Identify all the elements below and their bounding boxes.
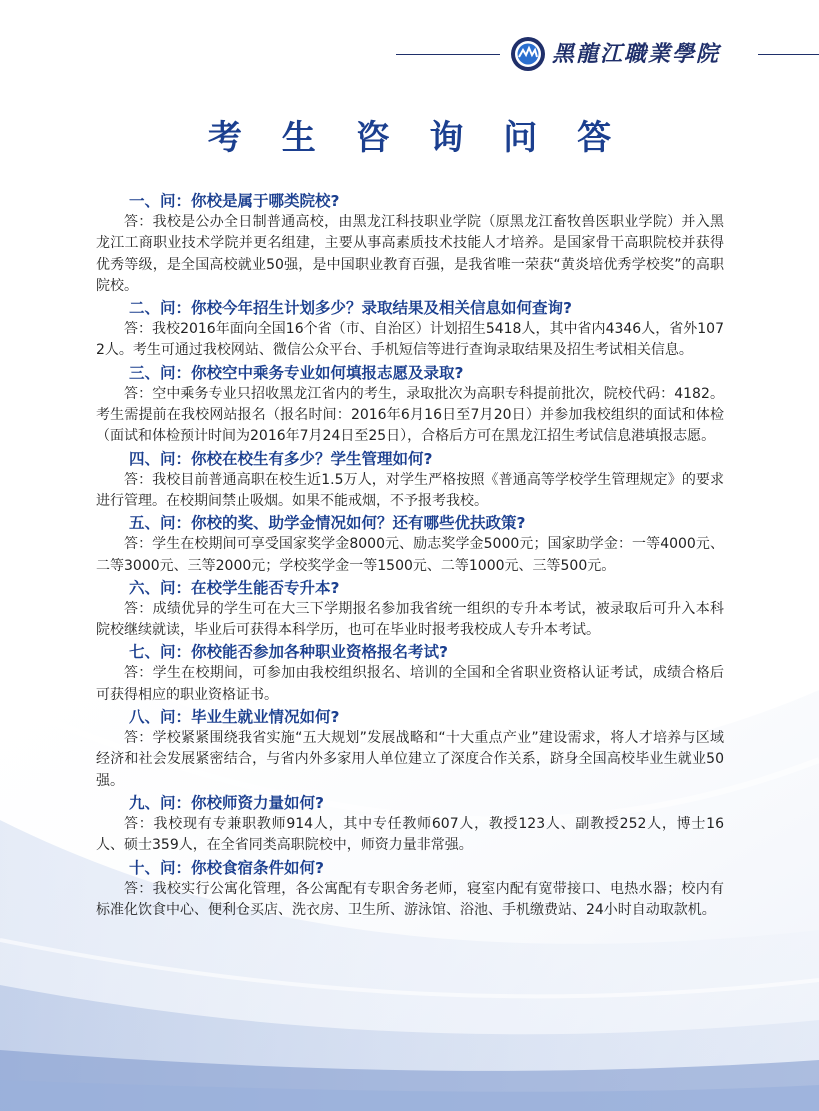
qa-item-6: [96, 577, 724, 642]
question-9: 九、问：你校师资力量如何?: [129, 793, 324, 812]
qa-item-3: [96, 362, 724, 448]
question-8: 八、问：毕业生就业情况如何?: [129, 708, 340, 727]
qa-item-2: [96, 297, 724, 362]
question-10: 十、问：你校食宿条件如何?: [129, 858, 324, 877]
qa-item-5: [96, 512, 724, 577]
school-name: 黑龍江職業學院: [552, 41, 721, 67]
qa-item-9: [96, 792, 724, 857]
answer-3: 答：空中乘务专业只招收黑龙江省内的考生，录取批次为高职专科提前批次，院校代码：4182。考生需提前在我校网站报名（报名时间：2016年6月16日至7月20日）并参加我校组织的面试和体检（面试和体检预计时间为2016年7月24日至25日），合格后方可在黑龙江招生考试信息港填报志愿。: [96, 385, 724, 445]
qa-item-10: [96, 857, 724, 922]
question-7: 七、问：你校能否参加各种职业资格报名考试?: [129, 643, 448, 662]
qa-item-4: [96, 448, 724, 513]
question-1: 一、问：你校是属于哪类院校?: [129, 192, 340, 210]
question-4: 四、问：你校在校生有多少？学生管理如何?: [129, 449, 433, 468]
answer-4: 答：我校目前普通高职在校生近1.5万人，对学生严格按照《普通高等学校学生管理规定》的要求进行管理。在校期间禁止吸烟。如果不能戒烟，不予报考我校。: [96, 471, 724, 509]
answer-6: 答：成绩优异的学生可在大三下学期报名参加我省统一组织的专升本考试，被录取后可升入本科院校继续就读，毕业后可获得本科学历，也可在毕业时报考我校成人专升本考试。: [96, 600, 724, 639]
qa-item-1: [96, 190, 724, 297]
question-6: 六、问：在校学生能否专升本?: [129, 578, 340, 597]
answer-10: 答：我校实行公寓化管理，各公寓配有专职舍务老师，寝室内配有宽带接口、电热水器；校内有标准化饮食中心、便利仓买店、洗衣房、卫生所、游泳馆、浴池、手机缴费站、24小时自动取款机。: [96, 880, 724, 918]
question-5: 五、问：你校的奖、助学金情况如何？还有哪些优扶政策?: [129, 514, 526, 533]
qa-list: [96, 190, 724, 921]
answer-8: 答：学校紧紧围绕我省实施“五大规划”发展战略和“十大重点产业”建设需求，将人才培养与区域经济和社会发展紧密结合，与省内外多家用人单位建立了深度合作关系，跻身全国高校毕业生就业50强。: [96, 730, 724, 789]
qa-item-8: [96, 706, 724, 792]
answer-7: 答：学生在校期间，可参加由我校组织报名、培训的全国和全省职业资格认证考试，成绩合格后可获得相应的职业资格证书。: [96, 665, 724, 703]
school-emblem-icon: [510, 36, 546, 72]
question-2: 二、问：你校今年招生计划多少？录取结果及相关信息如何查询?: [129, 299, 572, 318]
question-3: 三、问：你校空中乘务专业如何填报志愿及录取?: [129, 363, 464, 382]
answer-5: 答：学生在校期间可享受国家奖学金8000元、励志奖学金5000元；国家助学金：一等4000元、二等3000元、三等2000元；学校奖学金一等1500元、二等1000元、三等500元。: [96, 536, 724, 574]
qa-item-7: [96, 641, 724, 706]
header-line-right: [758, 54, 819, 55]
answer-2: 答：我校2016年面向全国16个省（市、自治区）计划招生5418人，其中省内4346人，省外1072人。考生可通过我校网站、微信公众平台、手机短信等进行查询录取结果及招生考试相关信息。: [96, 321, 724, 359]
answer-1: 答：我校是公办全日制普通高校，由黑龙江科技职业学院（原黑龙江畜牧兽医职业学院）并入黑龙江工商职业技术学院并更名组建，主要从事高素质技术技能人才培养。是国家骨干高职院校并获得优秀等级，是全国高校就业50强，是中国职业教育百强，是我省唯一荣获“黄炎培优秀学校奖”的高职院校。: [96, 214, 724, 294]
header-line-left: [396, 54, 500, 55]
page-title: 考 生 咨 询 问 答: [207, 118, 626, 158]
answer-9: 答：我校现有专兼职教师914人，其中专任教师607人，教授123人、副教授252人，博士16人、硕士359人，在全省同类高职院校中，师资力量非常强。: [96, 815, 724, 854]
